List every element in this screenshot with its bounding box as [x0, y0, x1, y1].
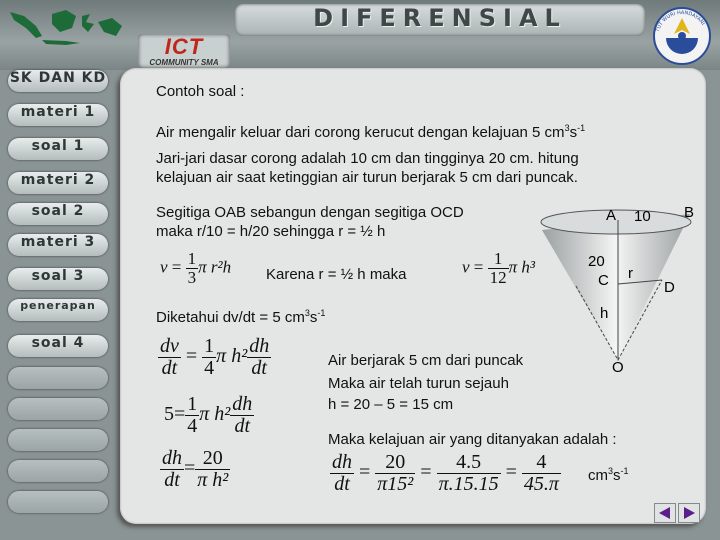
volume-h-formula: v = $\frac{1}{12}$ π h³ [462, 249, 536, 287]
problem-line-1: Air mengalir keluar dari corong kerucut dengan kelajuan 5 $cm^3s^{-1}$ [156, 123, 586, 141]
nav-penerapan[interactable] [8, 299, 108, 321]
label-d: D [664, 279, 675, 296]
nav-label: penerapan [20, 299, 96, 312]
nav-label: materi 1 [20, 104, 96, 120]
nav-empty-5[interactable] [8, 491, 108, 513]
nav-sk-dan-kd[interactable] [8, 70, 108, 92]
similar-triangle-line: Segitiga OAB sebangun dengan segitiga OCD [156, 204, 464, 221]
dh-dt-formula: $\frac{dh}{dt}$ = $\frac{20}{\text{π h²}}$ [162, 447, 229, 491]
arrow-left-icon [655, 504, 675, 522]
label-depth-20: 20 [588, 253, 605, 270]
nav-label: soal 2 [31, 203, 85, 219]
nav-label: soal 4 [31, 335, 85, 351]
label-b: B [684, 204, 695, 221]
indonesia-map-icon [6, 6, 124, 46]
volume-formula: v = $\frac{1}{3}$ π r²h [160, 249, 232, 287]
problem-line-2a: Jari-jari dasar corong adalah 10 cm dan tingginya 20 cm. hitung [156, 150, 579, 167]
ministry-education-logo-icon [650, 4, 714, 66]
ratio-line: maka r/10 = h/20 sehingga r = ½ h [156, 223, 386, 240]
nav-label: materi 2 [20, 172, 96, 188]
label-radius-10: 10 [634, 208, 651, 225]
next-slide-button[interactable] [678, 503, 700, 523]
note-line-3: h = 20 – 5 = 15 cm [328, 396, 454, 413]
nav-empty-2[interactable] [8, 398, 108, 420]
ict-logo-main: ICT [164, 34, 204, 59]
ict-logo-sub: COMMUNITY SMA [149, 58, 219, 67]
nav-label: SK DAN KD [9, 70, 107, 86]
label-r: r [628, 265, 633, 282]
content-heading: Contoh soal : [156, 83, 245, 100]
label-a: A [606, 207, 617, 224]
nav-label: soal 3 [31, 268, 85, 284]
nav-materi-3[interactable] [8, 234, 108, 256]
cone-diagram [530, 196, 720, 376]
nav-empty-4[interactable] [8, 460, 108, 482]
nav-soal-2[interactable] [8, 203, 108, 225]
nav-soal-1[interactable] [8, 138, 108, 160]
label-h: h [600, 305, 609, 322]
page-title: DIFERENSIAL [313, 4, 567, 32]
label-c: C [598, 272, 609, 289]
nav-empty-1[interactable] [8, 367, 108, 389]
question-line: Maka kelajuan air yang ditanyakan adalah : [328, 431, 617, 448]
nav-label: soal 1 [31, 138, 85, 154]
nav-soal-3[interactable] [8, 268, 108, 290]
prev-slide-button[interactable] [654, 503, 676, 523]
derivative-formula: $\frac{dv}{dt}$ = $\frac{1}{4}$ π h² $\frac{dh}{dt}$ [160, 335, 270, 379]
note-line-2: Maka air telah turun sejauh [328, 375, 509, 392]
ict-logo [138, 34, 230, 68]
nav-materi-2[interactable] [8, 172, 108, 194]
label-o: O [612, 359, 624, 376]
nav-empty-3[interactable] [8, 429, 108, 451]
substitution-text: Karena r = ½ h maka [266, 266, 407, 283]
note-line-1: Air berjarak 5 cm dari puncak [328, 352, 524, 369]
nav-label: materi 3 [20, 234, 96, 250]
nav-materi-1[interactable] [8, 104, 108, 126]
substituted-rate-formula: 5= $\frac{1}{4}$ π h² $\frac{dh}{dt}$ [164, 393, 253, 437]
logo-motto: TUT WURI HANDAYANI [654, 9, 706, 33]
final-answer-formula: $\frac{dh}{dt}$ = $\frac{20}{\text{π15²}}$ = $\frac{4.5}{\pi.15.15}$ = $\frac{4}{45.\pi}$ [332, 451, 559, 495]
answer-unit: $cm^3s^{-1}$ [588, 466, 629, 484]
nav-soal-4[interactable] [8, 335, 108, 357]
given-rate-line: Diketahui dv/dt = 5 $cm^3s^{-1}$ [156, 308, 326, 326]
arrow-right-icon [679, 504, 699, 522]
page-title-box [235, 4, 645, 36]
problem-line-2b: kelajuan air saat ketinggian air turun berjarak 5 cm dari puncak. [156, 169, 578, 186]
